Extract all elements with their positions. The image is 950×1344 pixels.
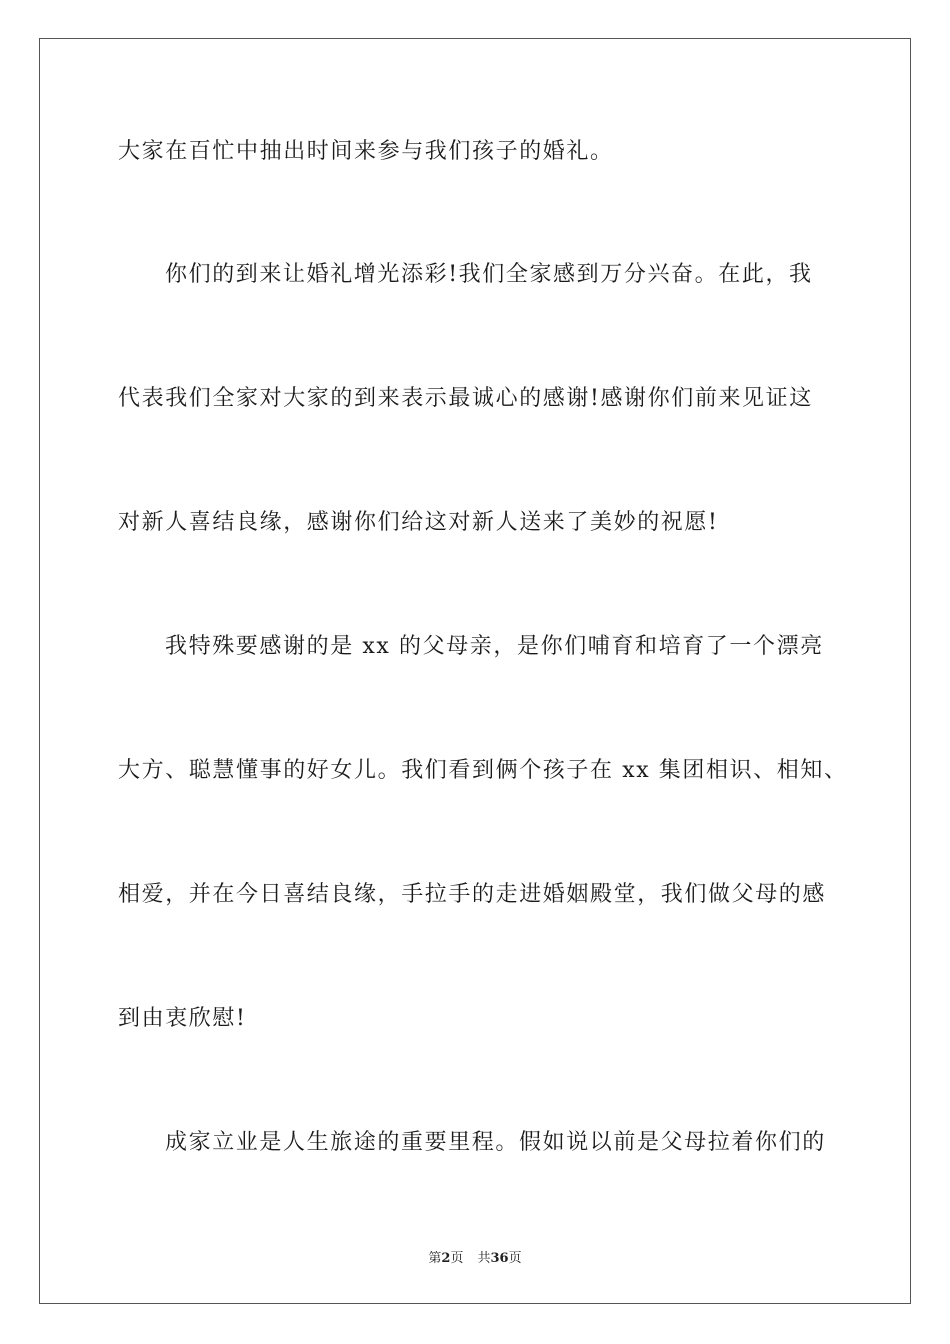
paragraph-line-9: 成家立业是人生旅途的重要里程。假如说以前是父母拉着你们的	[165, 1130, 826, 1155]
paragraph-line-7: 相爱，并在今日喜结良缘，手拉手的走进婚姻殿堂，我们做父母的感	[118, 882, 827, 907]
page-footer	[0, 1247, 950, 1266]
paragraph-line-3: 代表我们全家对大家的到来表示最诚心的感谢!感谢你们前来见证这	[118, 386, 813, 411]
paragraph-line-6: 大方、聪慧懂事的好女儿。我们看到俩个孩子在 xx 集团相识、相知、	[118, 758, 848, 783]
current-page-number: 2	[441, 1251, 451, 1266]
paragraph-line-8: 到由衷欣慰!	[118, 1006, 247, 1031]
total-suffix: 页	[508, 1251, 522, 1266]
paragraph-line-1: 大家在百忙中抽出时间来参与我们孩子的婚礼。	[118, 139, 614, 164]
total-prefix: 共	[477, 1251, 491, 1266]
paragraph-line-4: 对新人喜结良缘，感谢你们给这对新人送来了美妙的祝愿!	[118, 510, 719, 535]
page-border	[39, 38, 911, 1304]
page-prefix: 第	[428, 1251, 442, 1266]
paragraph-line-5: 我特殊要感谢的是 xx 的父母亲，是你们哺育和培育了一个漂亮	[165, 634, 824, 659]
page-suffix: 页	[450, 1251, 464, 1266]
paragraph-line-2: 你们的到来让婚礼增光添彩!我们全家感到万分兴奋。在此，我	[165, 262, 813, 287]
total-page-count: 36	[490, 1251, 509, 1266]
